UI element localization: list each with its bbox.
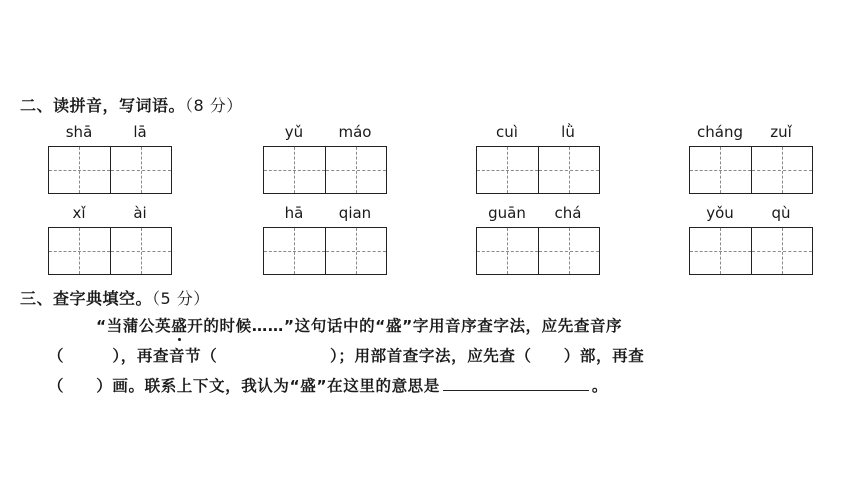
section-2-score: （8 分） [185, 96, 243, 115]
writing-box-1[interactable] [49, 147, 110, 193]
writing-box-2[interactable] [325, 228, 387, 274]
pinyin-row [689, 203, 813, 223]
writing-box-2[interactable] [325, 147, 387, 193]
pinyin-syllable: yǒu [706, 204, 734, 222]
line-end-punctuation: 。 [591, 377, 608, 395]
writing-box-2[interactable] [538, 228, 600, 274]
writing-boxes [476, 227, 600, 275]
pinyin-syllable: xǐ [72, 204, 86, 222]
writing-box-2[interactable] [538, 147, 600, 193]
pinyin-syllable: guān [488, 204, 526, 222]
writing-box-2[interactable] [751, 147, 813, 193]
pinyin-syllable: cuì [496, 123, 518, 141]
writing-boxes [263, 227, 387, 275]
pinyin-row [48, 203, 172, 223]
question-line-3 [48, 374, 608, 396]
pinyin-row [476, 203, 600, 223]
section-2-heading [20, 93, 243, 116]
writing-boxes [689, 227, 813, 275]
writing-box-1[interactable] [264, 147, 325, 193]
pinyin-syllable: qù [771, 204, 791, 222]
pinyin-syllable: hā [284, 204, 304, 222]
quote-text-start: “当蒲公英 [96, 317, 172, 335]
pinyin-syllable: chá [554, 204, 582, 222]
pinyin-row [263, 203, 387, 223]
pinyin-syllable: lā [133, 123, 147, 141]
pinyin-row [48, 122, 172, 142]
writing-box-1[interactable] [477, 147, 538, 193]
pinyin-syllable: ài [133, 204, 147, 222]
question-line-1 [96, 314, 622, 336]
writing-boxes [48, 227, 172, 275]
pinyin-syllable: shā [65, 123, 93, 141]
answer-blank[interactable] [443, 376, 589, 391]
pinyin-row [263, 122, 387, 142]
section-3-score: （5 分） [152, 289, 210, 308]
writing-boxes [263, 146, 387, 194]
pinyin-syllable: lǜ [561, 123, 575, 141]
writing-boxes [689, 146, 813, 194]
writing-box-1[interactable] [690, 228, 751, 274]
writing-box-2[interactable] [110, 228, 172, 274]
writing-box-1[interactable] [264, 228, 325, 274]
writing-box-1[interactable] [49, 228, 110, 274]
writing-box-2[interactable] [751, 228, 813, 274]
pinyin-syllable: máo [338, 123, 372, 141]
pinyin-row [689, 122, 813, 142]
pinyin-syllable: cháng [697, 123, 743, 141]
section-2-title: 二、读拼音，写词语。 [20, 96, 186, 115]
quote-text-rest: 开的时候……”这句话中的“盛”字用音序查字法，应先查音序 [187, 317, 623, 335]
pinyin-syllable: yǔ [284, 123, 304, 141]
writing-box-1[interactable] [477, 228, 538, 274]
emphasized-character: 盛 [171, 314, 187, 336]
pinyin-syllable: zuǐ [770, 123, 792, 141]
writing-box-1[interactable] [690, 147, 751, 193]
writing-boxes [476, 146, 600, 194]
section-3-heading [20, 286, 210, 309]
writing-boxes [48, 146, 172, 194]
writing-box-2[interactable] [110, 147, 172, 193]
pinyin-syllable: qian [338, 204, 372, 222]
pinyin-row [476, 122, 600, 142]
question-line-2 [48, 344, 644, 366]
section-3-title: 三、查字典填空。 [20, 289, 153, 308]
fill-in-text: （ ）画。联系上下文，我认为“盛”在这里的意思是 [48, 377, 440, 395]
fill-in-text[interactable]: （ ），再查音节（ ）；用部首查字法，应先查（ ）部，再查 [48, 347, 645, 365]
